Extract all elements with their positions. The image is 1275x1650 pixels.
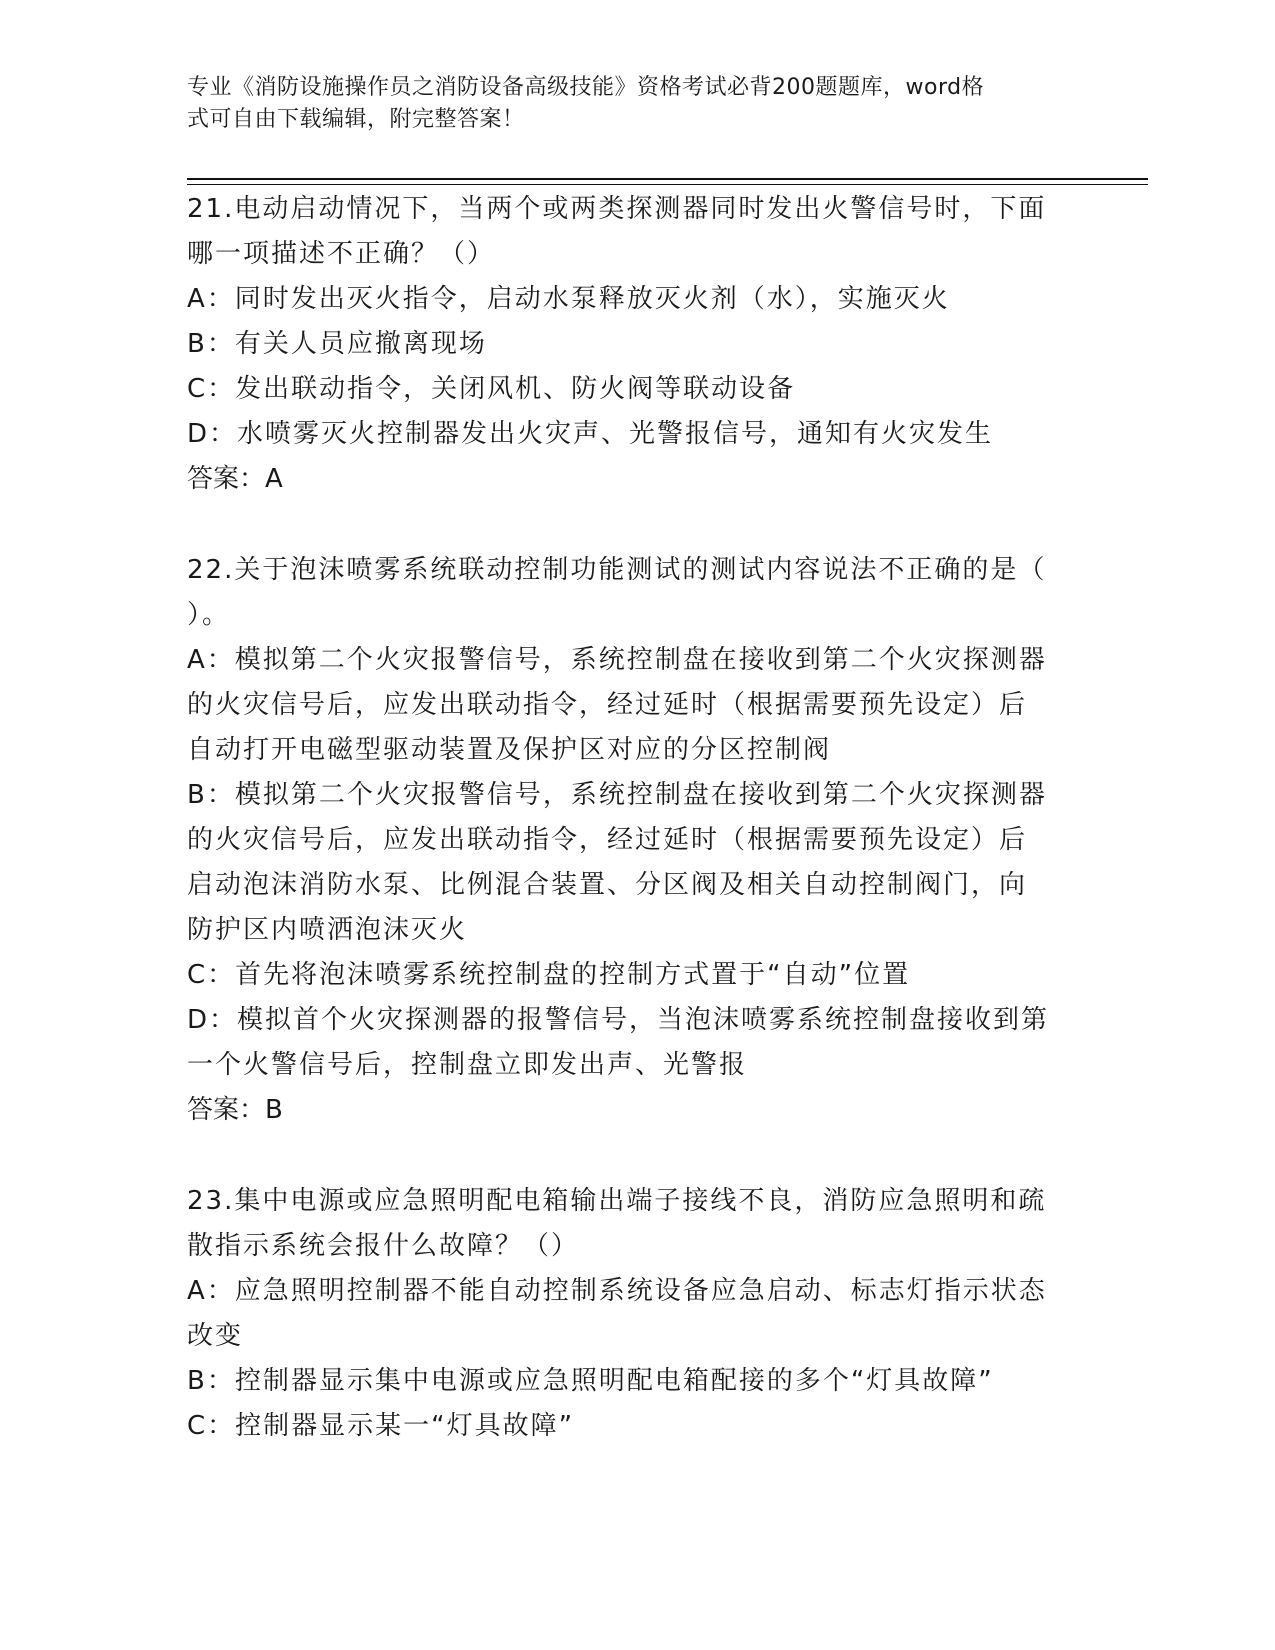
question-22	[187, 548, 1067, 1133]
header-rule-thin	[187, 184, 1148, 185]
option-d: D：水喷雾灭火控制器发出火灾声、光警报信号，通知有火灾发生	[187, 419, 994, 449]
option-c: C：控制器显示某一“灯具故障”	[187, 1411, 575, 1441]
question-stem-line: 23.集中电源或应急照明配电箱输出端子接线不良，消防应急照明和疏	[187, 1186, 1047, 1216]
header-rule-thick	[187, 178, 1148, 180]
option-b: B：控制器显示集中电源或应急照明配电箱配接的多个“灯具故障”	[187, 1366, 994, 1396]
option-b: B：有关人员应撤离现场	[187, 329, 487, 359]
option-c: C：发出联动指令，关闭风机、防火阀等联动设备	[187, 374, 796, 404]
header-line-1: 专业《消防设施操作员之消防设备高级技能》资格考试必背200题题库，word格	[187, 75, 985, 100]
option-a	[187, 638, 1067, 773]
option-line: A：应急照明控制器不能自动控制系统设备应急启动、标志灯指示状态	[187, 1276, 1047, 1306]
option-a	[187, 1269, 1067, 1359]
option-line: 防护区内喷洒泡沫灭火	[187, 915, 468, 945]
document-header	[187, 72, 1067, 136]
option-line: B：模拟第二个火灾报警信号，系统控制盘在接收到第二个火灾探测器	[187, 780, 1047, 810]
option-d	[187, 998, 1067, 1088]
option-line: 的火灾信号后，应发出联动指令，经过延时（根据需要预先设定）后	[187, 825, 1028, 855]
option-line: A：模拟第二个火灾报警信号，系统控制盘在接收到第二个火灾探测器	[187, 645, 1047, 675]
question-stem-line: ）。	[187, 600, 231, 630]
question-stem-line: 哪一项描述不正确？（）	[187, 239, 496, 269]
question-stem-line: 22.关于泡沫喷雾系统联动控制功能测试的测试内容说法不正确的是（	[187, 555, 1047, 585]
option-line: 改变	[187, 1321, 244, 1351]
header-line-2: 式可自由下载编辑，附完整答案！	[187, 107, 525, 132]
spacer	[187, 1133, 1067, 1179]
option-line: 启动泡沫消防水泵、比例混合装置、分区阀及相关自动控制阀门，向	[187, 870, 1028, 900]
answer-label: 答案：A	[187, 464, 283, 494]
answer-label: 答案：B	[187, 1095, 283, 1125]
question-stem-line: 散指示系统会报什么故障？（）	[187, 1231, 580, 1261]
spacer	[187, 502, 1067, 548]
question-21	[187, 187, 1067, 502]
option-line: 一个火警信号后，控制盘立即发出声、光警报	[187, 1050, 748, 1080]
question-list	[187, 187, 1067, 1449]
option-a: A：同时发出灭火指令，启动水泵释放灭火剂（水），实施灭火	[187, 284, 950, 314]
question-23	[187, 1179, 1067, 1449]
option-line: 自动打开电磁型驱动装置及保护区对应的分区控制阀	[187, 735, 832, 765]
question-stem-line: 21.电动启动情况下，当两个或两类探测器同时发出火警信号时，下面	[187, 194, 1047, 224]
option-line: D：模拟首个火灾探测器的报警信号，当泡沫喷雾系统控制盘接收到第	[187, 1005, 1050, 1035]
option-line: 的火灾信号后，应发出联动指令，经过延时（根据需要预先设定）后	[187, 690, 1028, 720]
option-c: C：首先将泡沫喷雾系统控制盘的控制方式置于“自动”位置	[187, 960, 911, 990]
option-b	[187, 773, 1067, 953]
